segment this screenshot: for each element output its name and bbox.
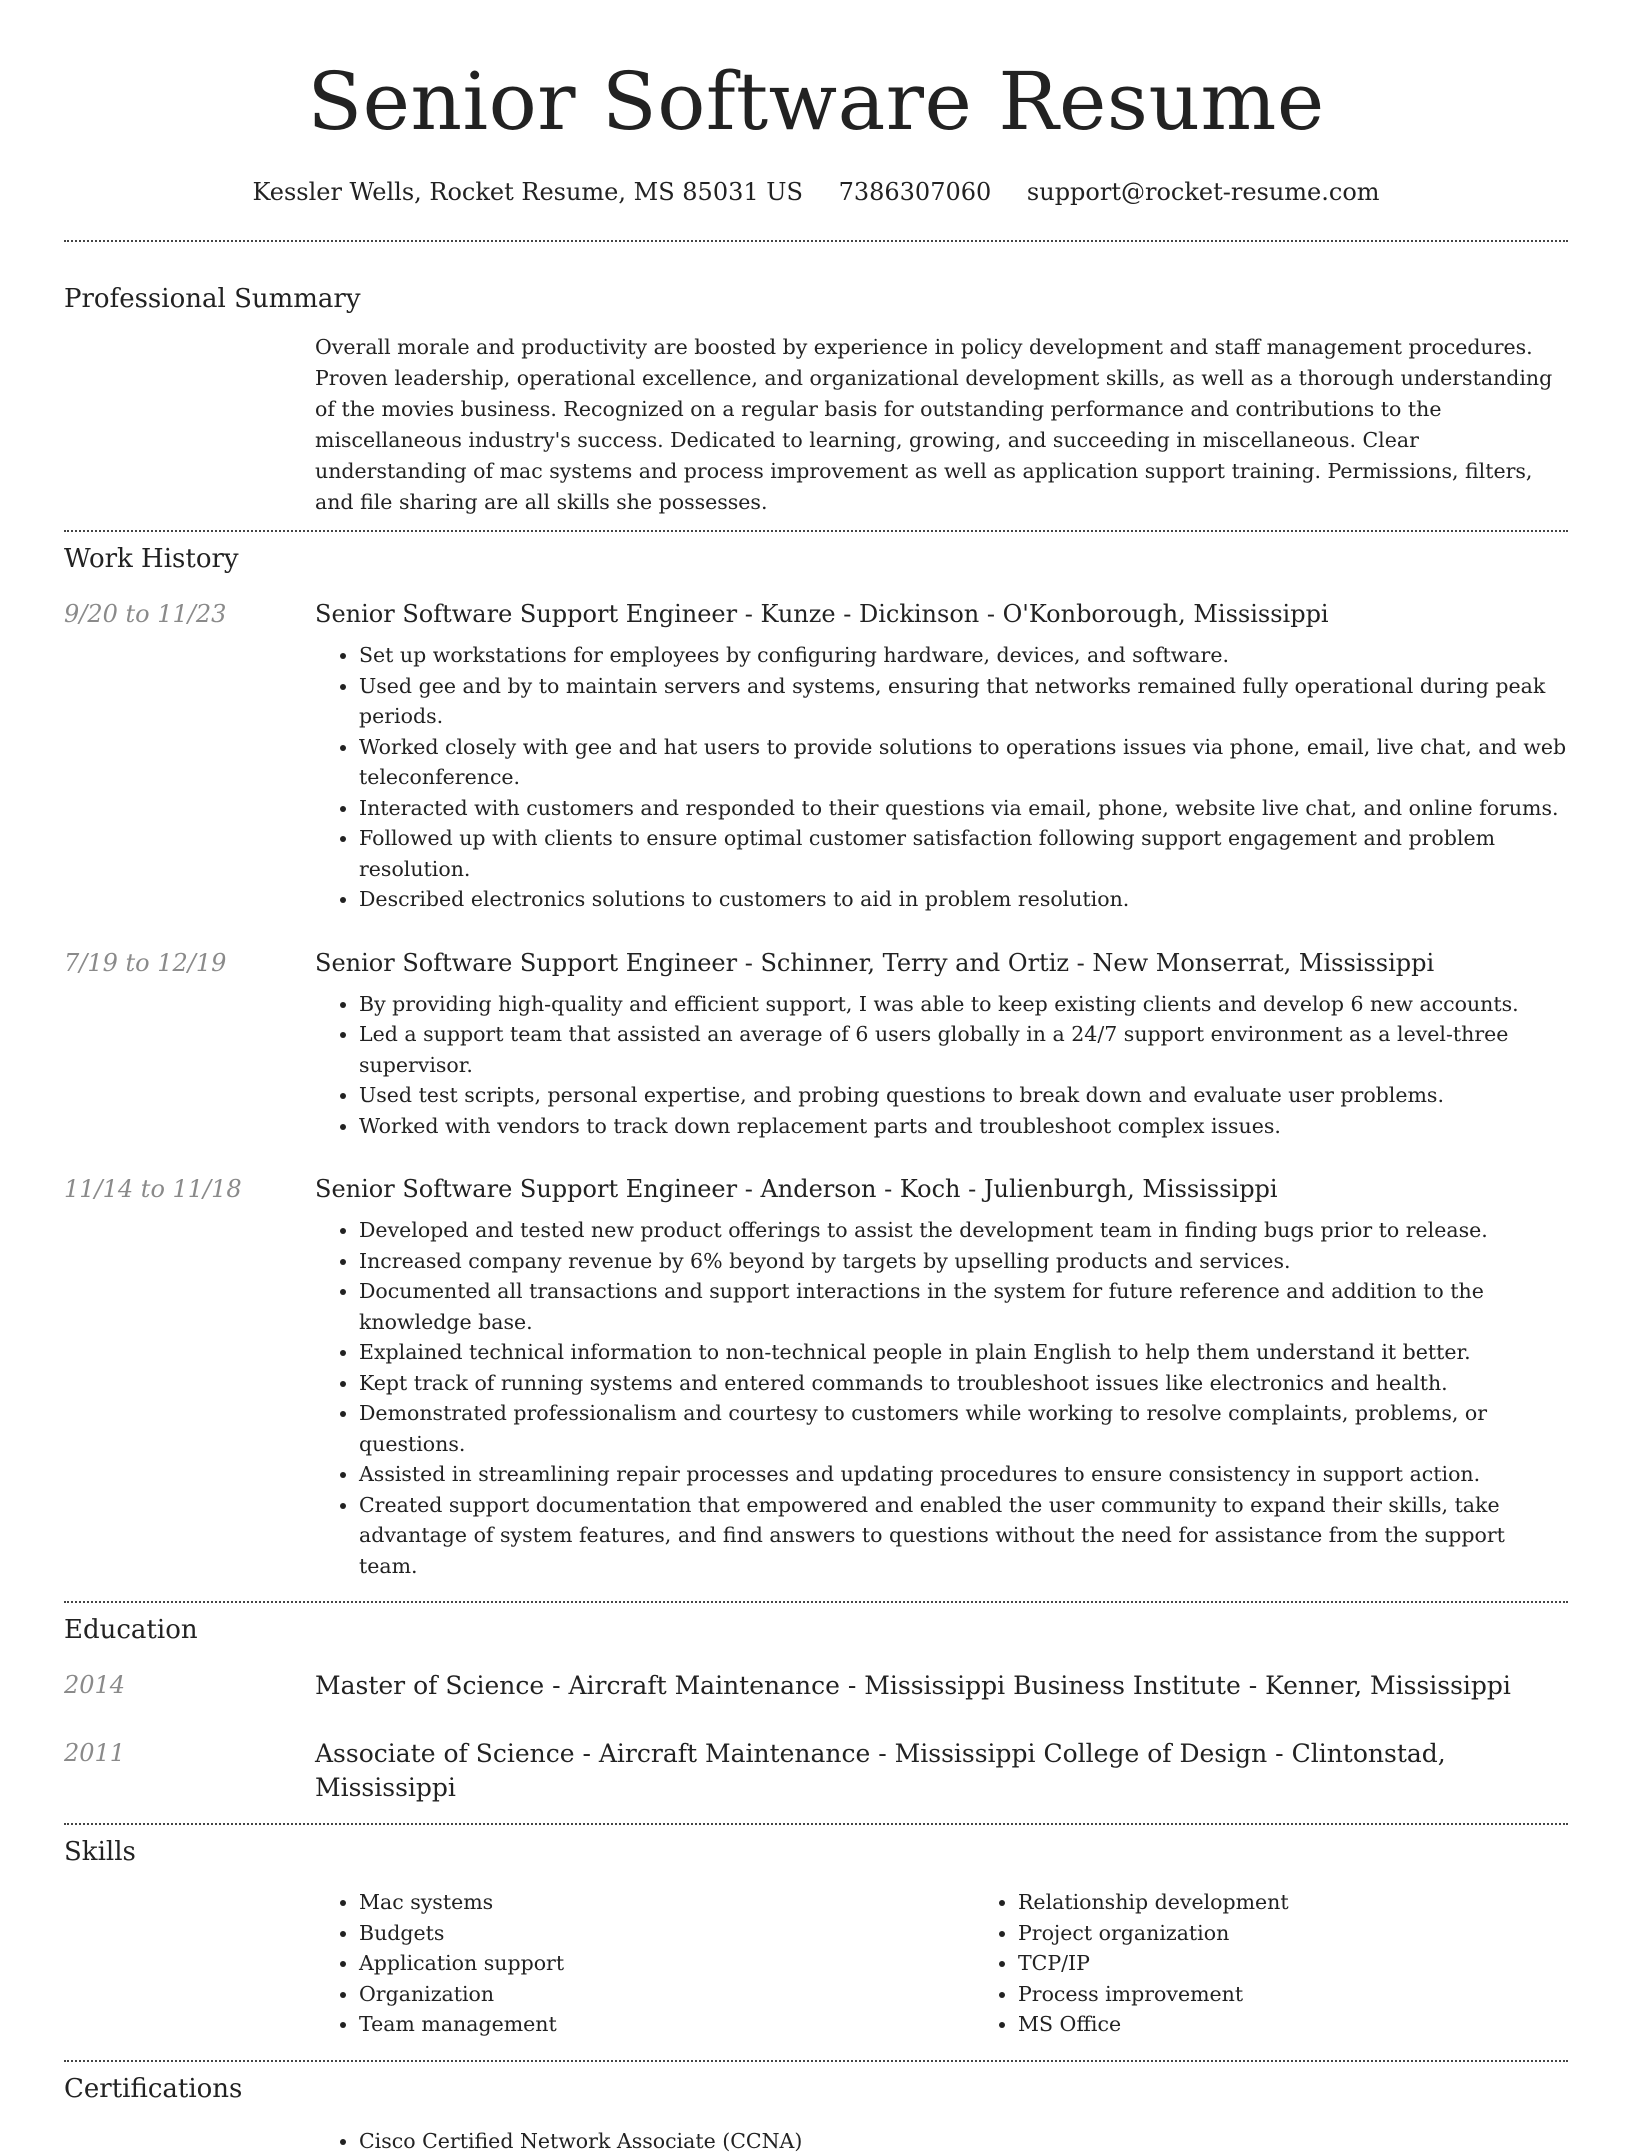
skill-item: • Process improvement xyxy=(1018,1979,1632,2010)
list-item: • Demonstrated professionalism and courtesy to customers while working to resolve complaints, problems, or questions. xyxy=(359,1398,1568,1459)
list-item: • Kept track of running systems and entered commands to troubleshoot issues like electronics and health. xyxy=(359,1368,1568,1399)
job-entry xyxy=(64,598,1568,915)
skills-section xyxy=(64,1835,1568,2040)
education-year: 2011 xyxy=(64,1737,315,1805)
resume-title: Senior Software Resume xyxy=(64,0,1568,150)
divider xyxy=(64,1601,1568,1603)
skill-item: • Relationship development xyxy=(1018,1887,1632,1918)
education-title: Associate of Science - Aircraft Maintenance - Mississippi College of Design - Clintonstad, Mississippi xyxy=(315,1737,1568,1805)
list-item: • Followed up with clients to ensure optimal customer satisfaction following support engagement and problem resolution. xyxy=(359,823,1568,884)
certification-item: • Cisco Certified Network Associate (CCNA) xyxy=(359,2126,1568,2156)
skill-item: • Team management xyxy=(359,2009,974,2040)
skill-item: • Organization xyxy=(359,1979,974,2010)
job-entry xyxy=(64,947,1568,1142)
divider xyxy=(64,530,1568,532)
skills-list-right xyxy=(974,1887,1632,2040)
list-item: • Developed and tested new product offerings to assist the development team in finding bugs prior to release. xyxy=(359,1215,1568,1246)
contact-line xyxy=(64,176,1568,208)
list-item: • By providing high-quality and efficient support, I was able to keep existing clients and develop 6 new accounts. xyxy=(359,989,1568,1020)
list-item: • Described electronics solutions to customers to aid in problem resolution. xyxy=(359,884,1568,915)
skill-item: • Project organization xyxy=(1018,1918,1632,1949)
list-item: • Created support documentation that empowered and enabled the user community to expand their skills, take advantage of system features, and find answers to questions without the need for assistance from the support team. xyxy=(359,1490,1568,1582)
list-item: • Documented all transactions and support interactions in the system for future reference and addition to the knowledge base. xyxy=(359,1276,1568,1337)
section-heading-work: Work History xyxy=(64,542,1568,576)
job-title: Senior Software Support Engineer - Schinner, Terry and Ortiz - New Monserrat, Mississippi xyxy=(315,947,1568,979)
contact-phone: 7386307060 xyxy=(839,176,992,208)
education-section xyxy=(64,1613,1568,1805)
list-item: • Used test scripts, personal expertise, and probing questions to break down and evaluate user problems. xyxy=(359,1080,1568,1111)
education-entry xyxy=(64,1669,1568,1703)
skill-item: • MS Office xyxy=(1018,2009,1632,2040)
education-entry xyxy=(64,1737,1568,1805)
work-section xyxy=(64,542,1568,1581)
summary-text: Overall morale and productivity are boosted by experience in policy development and staff management procedures. Proven leadership, operational excellence, and organizational development skills, as well as a thorough understanding of the movies business. Recognized on a regular basis for outstanding performance and contributions to the miscellaneous industry's success. Dedicated to learning, growing, and succeeding in miscellaneous. Clear understanding of mac systems and process improvement as well as application support training. Permissions, filters, and file sharing are all skills she possesses. xyxy=(315,332,1568,518)
certifications-section xyxy=(64,2072,1568,2156)
section-heading-summary: Professional Summary xyxy=(64,282,1568,316)
divider xyxy=(64,240,1568,242)
education-year: 2014 xyxy=(64,1669,315,1703)
skill-item: • Application support xyxy=(359,1948,974,1979)
job-title: Senior Software Support Engineer - Anderson - Koch - Julienburgh, Mississippi xyxy=(315,1173,1568,1205)
education-title: Master of Science - Aircraft Maintenance - Mississippi Business Institute - Kenner, Mississippi xyxy=(315,1669,1568,1703)
list-item: • Assisted in streamlining repair processes and updating procedures to ensure consistency in support action. xyxy=(359,1459,1568,1490)
contact-email: support@rocket-resume.com xyxy=(1027,176,1380,208)
list-item: • Used gee and by to maintain servers and systems, ensuring that networks remained fully operational during peak periods. xyxy=(359,671,1568,732)
list-item: • Explained technical information to non-technical people in plain English to help them understand it better. xyxy=(359,1337,1568,1368)
certifications-list xyxy=(315,2126,1568,2156)
divider xyxy=(64,2060,1568,2062)
list-item: • Interacted with customers and responded to their questions via email, phone, website live chat, and online forums. xyxy=(359,793,1568,824)
job-bullets xyxy=(315,640,1568,915)
summary-section xyxy=(64,282,1568,518)
skill-item: • Mac systems xyxy=(359,1887,974,1918)
job-dates: 11/14 to 11/18 xyxy=(64,1173,315,1581)
job-title: Senior Software Support Engineer - Kunze - Dickinson - O'Konborough, Mississippi xyxy=(315,598,1568,630)
section-heading-certifications: Certifications xyxy=(64,2072,1568,2106)
job-entry xyxy=(64,1173,1568,1581)
skill-item: • Budgets xyxy=(359,1918,974,1949)
contact-address: Kessler Wells, Rocket Resume, MS 85031 US xyxy=(252,176,802,208)
skill-item: • TCP/IP xyxy=(1018,1948,1632,1979)
list-item: • Set up workstations for employees by configuring hardware, devices, and software. xyxy=(359,640,1568,671)
job-bullets xyxy=(315,989,1568,1142)
job-bullets xyxy=(315,1215,1568,1581)
divider xyxy=(64,1823,1568,1825)
skills-list-left xyxy=(315,1887,974,2040)
section-heading-education: Education xyxy=(64,1613,1568,1647)
section-heading-skills: Skills xyxy=(64,1835,1568,1869)
list-item: • Worked closely with gee and hat users to provide solutions to operations issues via phone, email, live chat, and web teleconference. xyxy=(359,732,1568,793)
job-dates: 7/19 to 12/19 xyxy=(64,947,315,1142)
job-dates: 9/20 to 11/23 xyxy=(64,598,315,915)
list-item: • Increased company revenue by 6% beyond by targets by upselling products and services. xyxy=(359,1246,1568,1277)
list-item: • Worked with vendors to track down replacement parts and troubleshoot complex issues. xyxy=(359,1111,1568,1142)
list-item: • Led a support team that assisted an average of 6 users globally in a 24/7 support environment as a level-three supervisor. xyxy=(359,1019,1568,1080)
